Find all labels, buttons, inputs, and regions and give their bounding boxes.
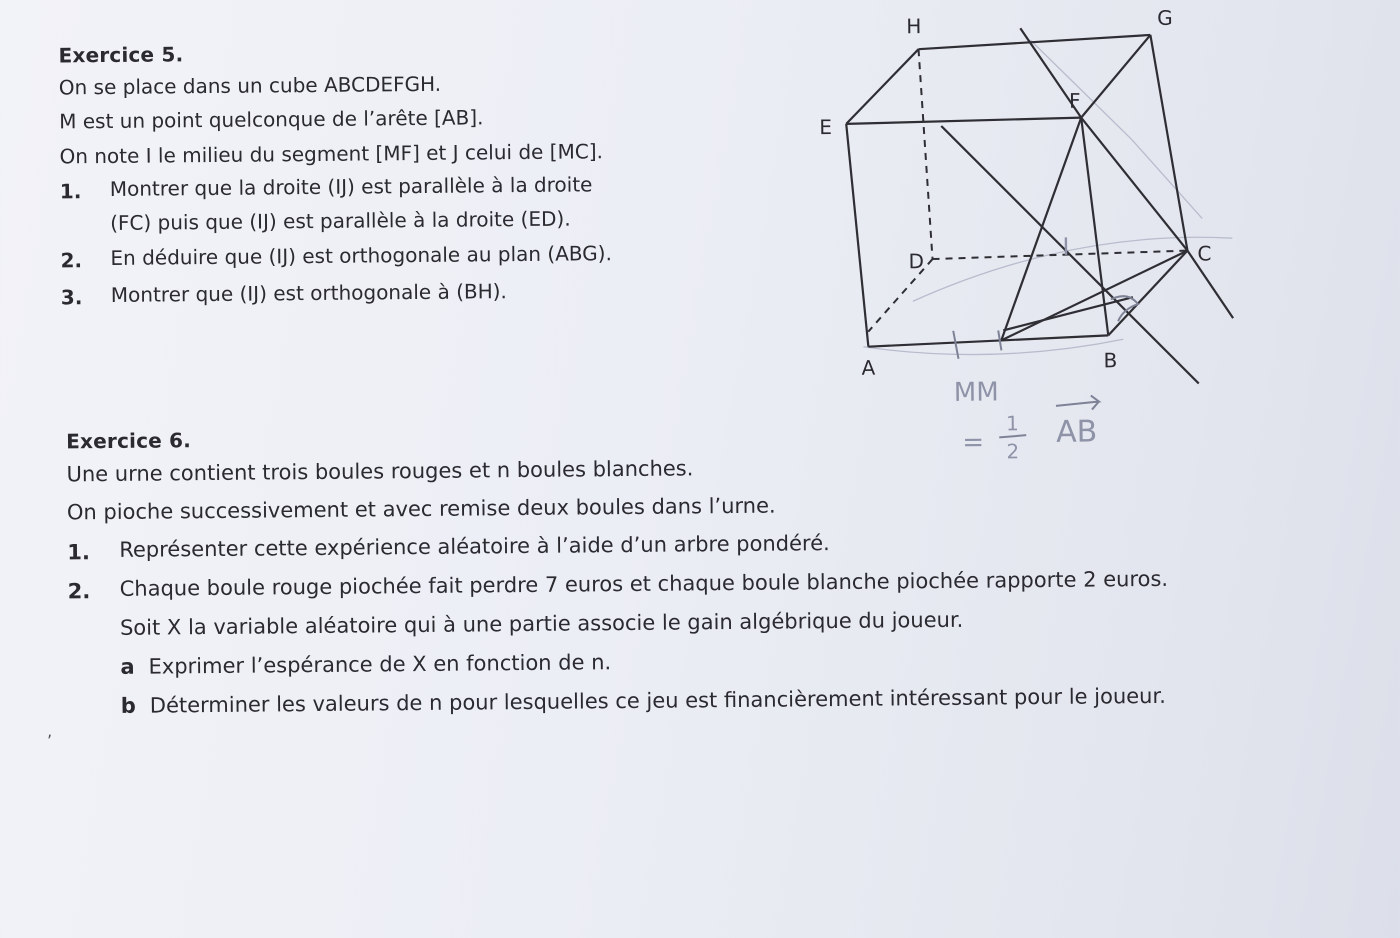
edge-FB (1081, 117, 1108, 335)
exercise5-title: Exercice 5. (58, 42, 184, 68)
exercise5-q1-line2: (FC) puis que (IJ) est parallèle à la droite (ED). (110, 206, 571, 235)
edge-HD (919, 49, 933, 259)
label-C: C (1197, 241, 1212, 266)
line-IJ-part (1003, 297, 1133, 330)
label-I: I (1062, 232, 1070, 261)
edge-GF (1080, 35, 1151, 118)
edge-EA (846, 124, 868, 347)
handwritten-equals: = (962, 427, 985, 458)
exercise6-line1: Une urne contient trois boules rouges et n boules blanches. (66, 456, 694, 487)
ghost-line-1 (1030, 38, 1202, 220)
label-H: H (906, 14, 922, 39)
edge-EF (846, 118, 1081, 124)
exercise6-title: Exercice 6. (66, 428, 192, 454)
exercise6-q1-text: Représenter cette expérience aléatoire à l’aide d’un arbre pondéré. (119, 531, 830, 562)
exercise5-line1: On se place dans un cube ABCDEFGH. (58, 71, 442, 100)
exercise6-qa-text: Exprimer l’espérance de X en fonction de n. (148, 650, 612, 679)
handwritten-two: 2 (1006, 439, 1020, 464)
exercise6-q2-number: 2. (67, 579, 91, 604)
exercise6-q2-line1: Chaque boule rouge piochée fait perdre 7 euros et chaque boule blanche piochée rapporte 2 euros. (119, 566, 1169, 601)
exercise6-q1-number: 1. (67, 540, 91, 565)
exercise5-q2-text: En déduire que (IJ) est orthogonale au plan (ABG). (110, 241, 612, 270)
label-D: D (908, 249, 925, 274)
label-B: B (1103, 348, 1118, 373)
exercise5-q3-text: Montrer que (IJ) est orthogonale à (BH). (110, 279, 507, 307)
pencil-mark: , (46, 721, 53, 741)
edge-HE (846, 49, 920, 124)
handwritten-one: 1 (1005, 411, 1019, 436)
handwritten-vector-arrow (1056, 395, 1099, 409)
label-G: G (1157, 5, 1173, 30)
exercise6-line2: On pioche successivement et avec remise deux boules dans l’urne. (66, 493, 776, 525)
label-F: F (1068, 88, 1081, 113)
edge-AB (868, 335, 1108, 346)
exercise5-q1-number: 1. (59, 179, 82, 204)
exercise5-q3-number: 3. (60, 285, 83, 310)
cube-figure (790, 0, 1254, 472)
exercise5-line2: M est un point quelconque de l’arête [AB]. (59, 105, 484, 134)
line-through-I (941, 124, 1198, 386)
exercise5-q1-line1: Montrer que la droite (IJ) est parallèle à la droite (109, 172, 593, 201)
exercise5-q2-number: 2. (60, 248, 83, 273)
handwritten-ab: AB (1056, 414, 1098, 450)
edge-GC (1150, 35, 1187, 251)
label-A: A (861, 355, 876, 380)
handwritten-mm: MM (953, 377, 999, 408)
exercise5-line3: On note I le milieu du segment [MF] et J celui de [MC]. (59, 139, 604, 169)
exercise6-q2-line2: Soit X la variable aléatoire qui à une partie associe le gain algébrique du joueur. (119, 607, 964, 640)
exercise6-qa (120, 650, 611, 679)
exercise6-qa-letter: a (120, 654, 135, 679)
edge-BC (1107, 251, 1188, 336)
exercise6-qb-text: Déterminer les valeurs de n pour lesquelles ce jeu est financièrement intéressant pour le joueur. (149, 683, 1166, 718)
label-E: E (819, 115, 833, 140)
exercise6-qb (121, 684, 1166, 718)
handwritten-fraction-bar (999, 435, 1026, 437)
exercise6-qb-letter: b (120, 693, 136, 718)
